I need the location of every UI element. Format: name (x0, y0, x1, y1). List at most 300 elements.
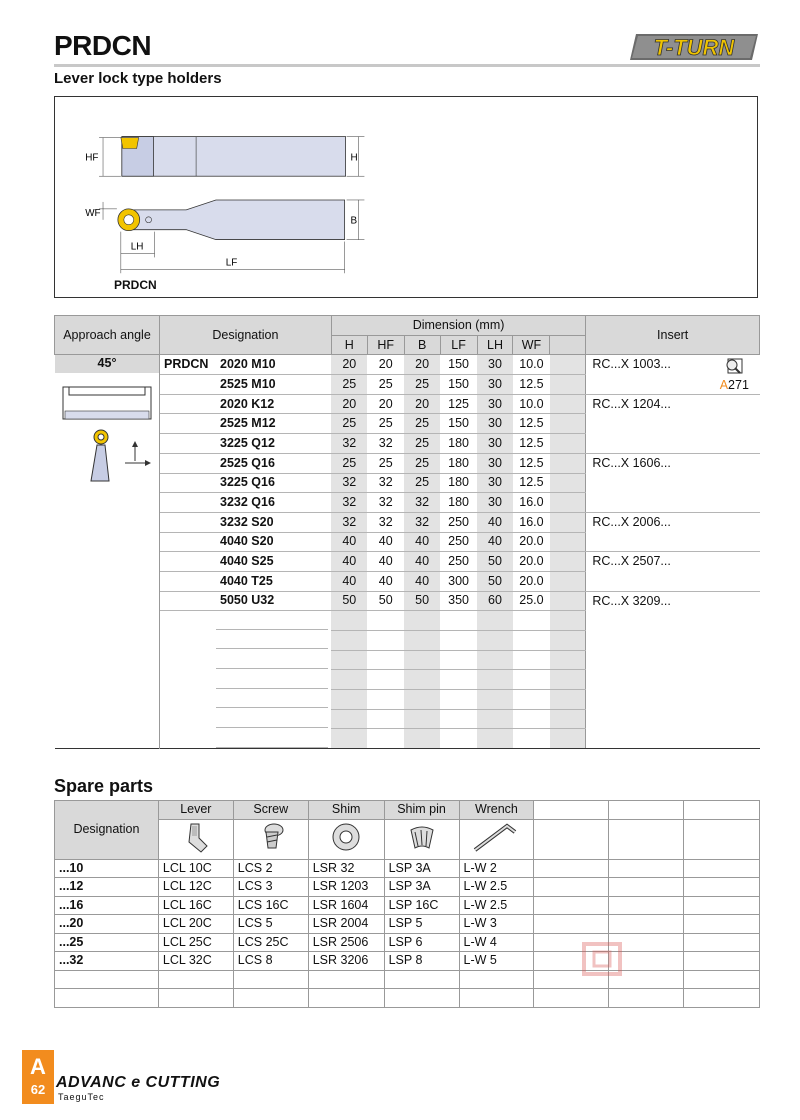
designation-cell (160, 394, 332, 414)
dimension-cell: 12.5 (513, 434, 550, 454)
spare-part-cell (684, 970, 760, 989)
dimension-cell (513, 690, 550, 710)
table-row (55, 434, 760, 454)
dimension-cell (550, 571, 586, 591)
holder-diagram (54, 96, 758, 298)
designation-cell (160, 729, 332, 749)
spare-designation-cell (55, 989, 159, 1008)
dimension-cell: 12.5 (513, 453, 550, 473)
dim-header-lf: LF (440, 335, 477, 355)
insert-cell (586, 650, 760, 670)
designation-cell (160, 375, 332, 395)
dimension-cell: 150 (440, 375, 477, 395)
spare-part-cell (534, 859, 609, 878)
spare-part-cell: LSR 1203 (308, 878, 384, 897)
spare-empty-cell (609, 819, 684, 859)
spare-part-cell (233, 989, 308, 1008)
spare-part-cell (534, 896, 609, 915)
spare-designation-cell: ...20 (55, 915, 159, 934)
spare-row (55, 859, 760, 878)
dimension-cell (513, 670, 550, 690)
spare-col-shim-pin: Shim pin (384, 801, 459, 820)
spare-part-cell (308, 970, 384, 989)
dimension-cell: 32 (331, 493, 367, 513)
approach-value: 45° (55, 355, 159, 373)
dimension-cell: 25 (404, 453, 440, 473)
dimension-cell: 250 (440, 552, 477, 572)
dimension-cell: 20 (404, 394, 440, 414)
spare-part-cell (684, 896, 760, 915)
ref-prefix: A (719, 378, 729, 393)
dimension-cell (550, 493, 586, 513)
spare-empty-cell (534, 819, 609, 859)
insert-cell: RC...X 1606... (586, 453, 760, 473)
ref-page: 271 (728, 378, 749, 393)
magnifier-icon (724, 357, 744, 375)
dimension-cell: 50 (367, 591, 404, 611)
dimension-cell: 20 (331, 355, 367, 375)
designation-cell (160, 434, 332, 454)
designation-code: 2525 M12 (220, 416, 276, 431)
dimension-cell: 150 (440, 355, 477, 375)
dimension-cell: 50 (477, 571, 513, 591)
dimension-cell: 20 (331, 394, 367, 414)
dimension-cell (477, 631, 513, 651)
dimension-cell (404, 709, 440, 729)
spare-part-cell: LCL 10C (158, 859, 233, 878)
dim-header-b: B (404, 335, 440, 355)
dimension-cell: 30 (477, 355, 513, 375)
page-tab (22, 1050, 54, 1104)
dimension-cell (550, 473, 586, 493)
spare-part-cell: LCS 25C (233, 933, 308, 952)
spare-col-wrench: Wrench (459, 801, 534, 820)
dimension-cell (513, 650, 550, 670)
footer-brand: ADVANC e CUTTING (56, 1074, 221, 1091)
designation-code: 3225 Q16 (220, 475, 275, 490)
spare-part-cell: LSR 3206 (308, 952, 384, 971)
dimension-cell (550, 729, 586, 749)
approach-angle-cell (55, 355, 160, 749)
insert-cell: RC...X 1204... (586, 394, 760, 414)
dimension-cell (440, 709, 477, 729)
dimension-cell (331, 709, 367, 729)
spare-part-cell: LSP 3A (384, 878, 459, 897)
dimension-header: Dimension (mm) (331, 316, 586, 336)
dim-header-wf: WF (513, 335, 550, 355)
insert-cell (586, 493, 760, 513)
dimension-cell (550, 611, 586, 631)
spare-row (55, 915, 760, 934)
spare-part-cell (684, 878, 760, 897)
dimension-cell: 25.0 (513, 591, 550, 611)
spare-col-empty (534, 801, 609, 820)
dimension-cell (331, 670, 367, 690)
dimension-cell (550, 690, 586, 710)
dimension-cell (477, 670, 513, 690)
dimension-cell: 32 (367, 512, 404, 532)
insert-cell (586, 473, 760, 493)
dimension-cell (550, 394, 586, 414)
dimension-cell: 150 (440, 414, 477, 434)
designation-cell (160, 709, 332, 729)
dimension-cell (477, 709, 513, 729)
spare-part-cell (308, 989, 384, 1008)
dimension-cell: 350 (440, 591, 477, 611)
dimension-cell (550, 552, 586, 572)
dimension-cell: 20 (367, 394, 404, 414)
dimension-cell: 32 (367, 434, 404, 454)
insert-cell (586, 532, 760, 552)
dimension-cell: 180 (440, 493, 477, 513)
dimension-cell: 32 (331, 473, 367, 493)
dimension-cell: 40 (331, 552, 367, 572)
dimension-cell (404, 650, 440, 670)
spare-part-cell: LCS 5 (233, 915, 308, 934)
dimension-cell: 40 (331, 571, 367, 591)
insert-cell (586, 670, 760, 690)
insert-cell (586, 709, 760, 729)
dimension-cell (477, 729, 513, 749)
table-row (55, 631, 760, 651)
watermark (536, 940, 676, 1010)
designation-code: 3232 S20 (220, 514, 274, 529)
dimension-cell: 20.0 (513, 552, 550, 572)
dimension-cell: 25 (404, 375, 440, 395)
designation-cell (160, 591, 332, 611)
title-rule (54, 64, 760, 67)
dimension-cell: 180 (440, 434, 477, 454)
page-subtitle: Lever lock type holders (54, 70, 222, 87)
spare-part-cell: LSR 32 (308, 859, 384, 878)
spare-part-cell (684, 989, 760, 1008)
spare-part-cell: LSR 2004 (308, 915, 384, 934)
dimension-cell (440, 650, 477, 670)
insert-cell (586, 355, 760, 393)
table-row (55, 394, 760, 414)
spare-designation-cell: ...32 (55, 952, 159, 971)
dimension-cell: 125 (440, 394, 477, 414)
dimension-cell: 40 (367, 552, 404, 572)
dimension-cell (440, 729, 477, 749)
insert-cell (586, 611, 760, 631)
dimension-cell (477, 611, 513, 631)
spare-part-cell: LSP 3A (384, 859, 459, 878)
insert-cell (586, 729, 760, 749)
dimension-cell: 12.5 (513, 375, 550, 395)
insert-cell (586, 631, 760, 651)
dimension-cell: 40 (404, 571, 440, 591)
dimension-cell: 50 (477, 552, 513, 572)
dimension-cell: 40 (367, 532, 404, 552)
spare-part-cell: LSP 16C (384, 896, 459, 915)
dimension-cell (331, 690, 367, 710)
spare-part-cell (158, 970, 233, 989)
spare-part-cell: LCL 32C (158, 952, 233, 971)
table-row (55, 650, 760, 670)
table-row (55, 591, 760, 611)
dimension-cell: 32 (404, 512, 440, 532)
dimension-cell: 60 (477, 591, 513, 611)
dimension-cell: 32 (367, 493, 404, 513)
designation-cell (160, 532, 332, 552)
dimension-cell: 25 (331, 375, 367, 395)
dimension-cell: 50 (331, 591, 367, 611)
designation-code: 4040 T25 (220, 573, 273, 588)
table-row (55, 611, 760, 631)
designation-cell (160, 473, 332, 493)
dimension-cell: 32 (331, 434, 367, 454)
dimension-cell (550, 631, 586, 651)
dimension-cell: 10.0 (513, 355, 550, 375)
wf-label: WF (85, 207, 101, 219)
insert-cell (586, 690, 760, 710)
page-letter: A (30, 1054, 46, 1079)
spare-part-cell (534, 878, 609, 897)
spare-part-cell (609, 878, 684, 897)
holder-table (54, 315, 760, 749)
spare-part-cell: L-W 2 (459, 859, 534, 878)
dimension-cell: 250 (440, 512, 477, 532)
dimension-cell: 20.0 (513, 532, 550, 552)
dimension-cell (404, 729, 440, 749)
designation-cell (160, 552, 332, 572)
dimension-cell: 40 (367, 571, 404, 591)
spare-designation-cell: ...10 (55, 859, 159, 878)
dimension-cell: 32 (404, 493, 440, 513)
dimension-cell (477, 690, 513, 710)
dimension-cell (367, 670, 404, 690)
shim-pin-icon (384, 819, 459, 859)
spare-part-cell (609, 896, 684, 915)
dimension-cell (550, 453, 586, 473)
dimension-cell: 40 (404, 532, 440, 552)
dimension-cell (550, 650, 586, 670)
dimension-cell (367, 611, 404, 631)
dimension-cell: 25 (367, 375, 404, 395)
spare-col-screw: Screw (233, 801, 308, 820)
insert-cell: RC...X 3209... (586, 591, 760, 611)
designation-cell (160, 453, 332, 473)
spare-part-cell (534, 915, 609, 934)
designation-code: 2525 M10 (220, 376, 276, 391)
dimension-cell (550, 532, 586, 552)
dimension-cell (440, 690, 477, 710)
lever-icon (158, 819, 233, 859)
page-reference[interactable] (714, 357, 754, 392)
dimension-cell (331, 650, 367, 670)
dimension-cell (367, 631, 404, 651)
dimension-cell: 25 (331, 414, 367, 434)
dimension-cell (440, 670, 477, 690)
designation-cell (160, 670, 332, 690)
screw-icon (233, 819, 308, 859)
table-row (55, 375, 760, 395)
diagram-caption: PRDCN (114, 278, 157, 292)
dimension-cell: 30 (477, 493, 513, 513)
designation-cell (160, 414, 332, 434)
table-row (55, 729, 760, 749)
insert-cell: RC...X 2507... (586, 552, 760, 572)
table-row (55, 690, 760, 710)
spare-part-cell (158, 989, 233, 1008)
dimension-cell (367, 729, 404, 749)
dimension-cell (477, 650, 513, 670)
dimension-cell (550, 434, 586, 454)
dimension-cell (550, 591, 586, 611)
spare-col-empty (609, 801, 684, 820)
dimension-cell: 180 (440, 453, 477, 473)
spare-designation-cell: ...12 (55, 878, 159, 897)
designation-cell (160, 355, 332, 375)
designation-cell (160, 631, 332, 651)
designation-cell (160, 611, 332, 631)
dimension-cell: 12.5 (513, 473, 550, 493)
lh-label: LH (130, 241, 144, 253)
designation-cell (160, 650, 332, 670)
dimension-cell: 25 (367, 453, 404, 473)
spare-part-cell (233, 970, 308, 989)
dimension-cell: 30 (477, 375, 513, 395)
dimension-cell: 30 (477, 453, 513, 473)
dimension-cell (331, 611, 367, 631)
insert-cell: RC...X 2006... (586, 512, 760, 532)
spare-part-cell (684, 859, 760, 878)
spare-part-cell: LCS 3 (233, 878, 308, 897)
dim-header-hf: HF (367, 335, 404, 355)
dim-header-lh: LH (477, 335, 513, 355)
dimension-cell: 40 (477, 532, 513, 552)
spare-col-lever: Lever (158, 801, 233, 820)
dim-header-h: H (331, 335, 367, 355)
table-row (55, 512, 760, 532)
spare-row (55, 896, 760, 915)
dimension-cell (367, 690, 404, 710)
dimension-cell: 20.0 (513, 571, 550, 591)
spare-designation-cell: ...25 (55, 933, 159, 952)
spare-designation-cell: ...16 (55, 896, 159, 915)
spare-designation-header: Designation (55, 801, 159, 860)
dimension-cell: 10.0 (513, 394, 550, 414)
table-row (55, 453, 760, 473)
designation-code: 3225 Q12 (220, 435, 275, 450)
table-row (55, 709, 760, 729)
table-row (55, 552, 760, 572)
spare-part-cell: LSP 6 (384, 933, 459, 952)
page-title: PRDCN (54, 30, 152, 61)
insert-text: RC...X 1003... (592, 357, 671, 372)
spare-part-cell (609, 915, 684, 934)
spare-part-cell: LSR 2506 (308, 933, 384, 952)
dimension-cell (331, 729, 367, 749)
spare-col-empty (684, 801, 760, 820)
dimension-cell: 180 (440, 473, 477, 493)
spare-part-cell: LCS 16C (233, 896, 308, 915)
spare-empty-cell (684, 819, 760, 859)
dimension-cell: 30 (477, 473, 513, 493)
dimension-cell (367, 650, 404, 670)
dimension-cell: 40 (331, 532, 367, 552)
spare-part-cell (459, 970, 534, 989)
designation-code: 3232 Q16 (220, 495, 275, 510)
spare-part-cell: L-W 2.5 (459, 878, 534, 897)
insert-cell (586, 434, 760, 454)
b-label: B (350, 215, 358, 227)
dimension-cell: 20 (367, 355, 404, 375)
spare-part-cell: L-W 3 (459, 915, 534, 934)
designation-cell (160, 571, 332, 591)
dimension-cell: 40 (404, 552, 440, 572)
designation-prefix: PRDCN (164, 357, 209, 372)
dimension-cell (513, 729, 550, 749)
dimension-cell (550, 512, 586, 532)
holder-sketch-icon (55, 373, 159, 483)
dimension-cell: 25 (404, 414, 440, 434)
approach-angle-header: Approach angle (55, 316, 160, 355)
spare-part-cell: LCS 2 (233, 859, 308, 878)
spare-part-cell: LCL 20C (158, 915, 233, 934)
table-row (55, 571, 760, 591)
dim-header-empty (550, 335, 586, 355)
spare-part-cell: LSR 1604 (308, 896, 384, 915)
insert-header: Insert (586, 316, 760, 355)
designation-code: 4040 S20 (220, 534, 274, 549)
dimension-cell: 30 (477, 394, 513, 414)
designation-code: 2525 Q16 (220, 455, 275, 470)
dimension-cell: 300 (440, 571, 477, 591)
page-number: 62 (30, 1082, 46, 1097)
spare-part-cell (384, 989, 459, 1008)
dimension-cell (404, 690, 440, 710)
spare-part-cell (684, 915, 760, 934)
dimension-cell: 16.0 (513, 512, 550, 532)
table-row (55, 355, 760, 375)
dimension-cell (550, 670, 586, 690)
dimension-cell: 25 (367, 414, 404, 434)
designation-code: 2020 M10 (220, 357, 276, 372)
wrench-icon (459, 819, 534, 859)
spare-part-cell (609, 859, 684, 878)
insert-cell (586, 571, 760, 591)
spare-part-cell (684, 933, 760, 952)
dimension-cell (513, 611, 550, 631)
dimension-cell (331, 631, 367, 651)
designation-code: 5050 U32 (220, 593, 275, 608)
h-label: H (350, 152, 358, 164)
shim-icon (308, 819, 384, 859)
spare-part-cell: LSP 5 (384, 915, 459, 934)
spare-part-cell: LSP 8 (384, 952, 459, 971)
footer-company: TaeguTec (58, 1092, 105, 1102)
spare-part-cell: LCL 16C (158, 896, 233, 915)
spare-col-shim: Shim (308, 801, 384, 820)
spare-part-cell: L-W 2.5 (459, 896, 534, 915)
designation-code: 4040 S25 (220, 554, 274, 569)
table-row (55, 473, 760, 493)
hf-label: HF (85, 152, 99, 164)
dimension-cell: 25 (331, 453, 367, 473)
designation-cell (160, 690, 332, 710)
dimension-cell (550, 355, 586, 375)
designation-header: Designation (160, 316, 332, 355)
dimension-cell (513, 709, 550, 729)
dimension-cell: 32 (367, 473, 404, 493)
dimension-cell (550, 375, 586, 395)
dimension-cell: 30 (477, 434, 513, 454)
dimension-cell: 20 (404, 355, 440, 375)
spare-part-cell (459, 989, 534, 1008)
designation-cell (160, 493, 332, 513)
